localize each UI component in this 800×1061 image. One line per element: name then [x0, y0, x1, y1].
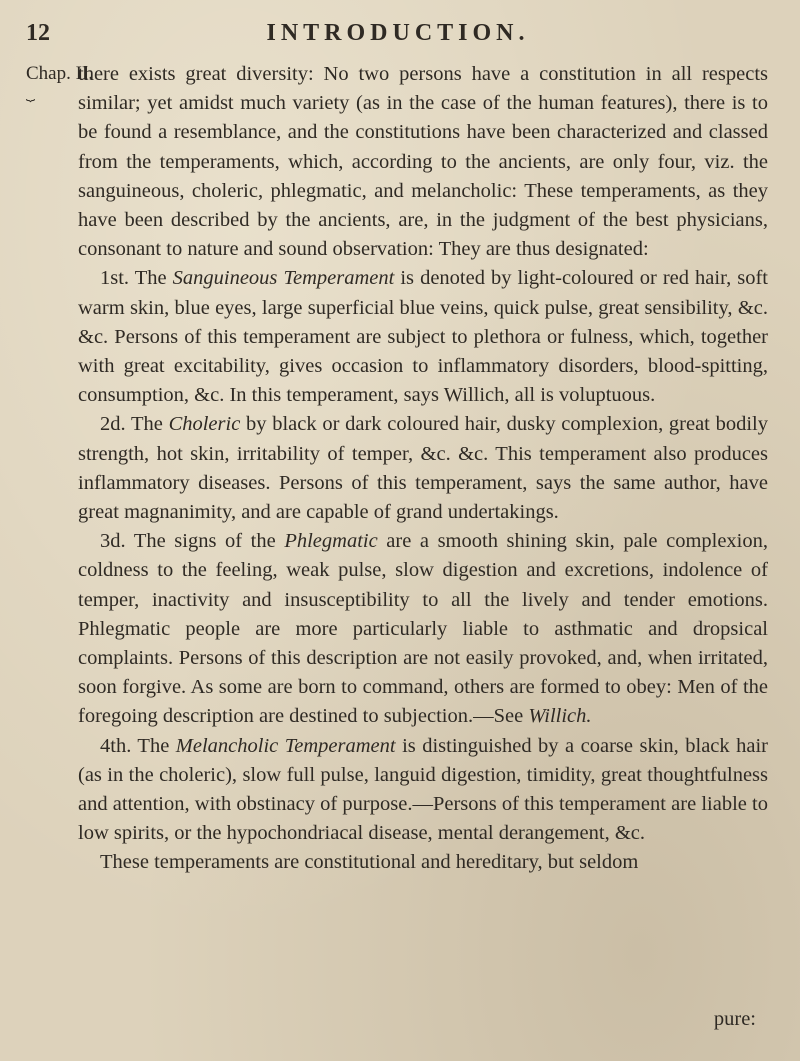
paragraph-text: These temperaments are constitutional and hereditary, but seldom: [100, 851, 639, 874]
catchword: pure:: [713, 1008, 756, 1030]
paragraph-lead: 1st. The: [100, 267, 173, 290]
running-head: INTRODUCTION.: [266, 20, 530, 46]
paragraph-sanguineous: [78, 264, 768, 410]
paragraph-text: by black or dark coloured hair, dusky complexion, great bodily strength, hot skin, irritability of temper, &c. &c. This temperament also produces inflammatory diseases. Persons of this temperament, says the same author, have great magnanimity, and are capable of grand undertakings.: [78, 413, 768, 524]
paragraph-intro: [78, 60, 768, 264]
brace-ornament: ⏟: [26, 86, 34, 102]
paragraph-lead: 2d. The: [100, 413, 169, 436]
body-text: [78, 60, 768, 878]
author-reference: Willich.: [528, 705, 592, 728]
paragraph-melancholic: [78, 732, 768, 849]
paragraph-text: is denoted by light-coloured or red hair, soft warm skin, blue eyes, large superficial blue veins, quick pulse, great sensibility, &c. &c. Persons of this temperament are subject to plethora or fulness, which, together with great excitability, gives occasion to inflammatory disorders, blood-spitting, consumption, &c. In this temperament, says Willich, all is voluptuous.: [78, 267, 768, 407]
paragraph-lead: 3d. The signs of the: [100, 530, 285, 553]
temperament-name: Sanguineous Temperament: [172, 267, 395, 290]
paragraph-text: is distinguished by a coarse skin, black hair (as in the choleric), slow full pulse, languid digestion, timidity, great thoughtfulness and attention, with obstinacy of purpose.—Persons of this temperament are liable to low spirits, or the hypochondriacal disease, mental derangement, &c.: [78, 734, 768, 845]
temperament-name: Choleric: [168, 413, 241, 436]
temperament-name: Melancholic Temperament: [175, 734, 396, 757]
page-number: 12: [26, 20, 50, 46]
paragraph-text: are a smooth shining skin, pale complexion, coldness to the feeling, weak pulse, slow digestion and excretions, indolence of temper, inactivity and insusceptibility to all the lively and tender emotions. Phlegmatic people are more particularly liable to asthmatic and dropsical complaints. Persons of this description are not easily provoked, and, when irritated, soon forgive. As some are born to command, others are formed to obey: Men of the foregoing description are destined to subjection.—See: [78, 530, 768, 728]
temperament-name: Phlegmatic: [284, 530, 378, 553]
paragraph-closing: [78, 848, 768, 877]
paragraph-lead: 4th. The: [100, 734, 176, 757]
paragraph-phlegmatic: [78, 527, 768, 731]
chapter-label: Chap. II.: [26, 63, 94, 84]
paragraph-text: there exists great diversity: No two persons have a constitution in all respects similar; yet amidst much variety (as in the case of the human features), there is to be found a resemblance, and the constitutions have been characterized and classed from the temperaments, which, according to the ancients, are only four, viz. the sanguineous, choleric, phlegmatic, and melancholic: These temperaments, as they have been described by the ancients, are, in the judgment of the best physicians, consonant to nature and sound observation: They are thus designated:: [78, 63, 768, 261]
page-header: [26, 20, 770, 50]
paragraph-choleric: [78, 410, 768, 527]
